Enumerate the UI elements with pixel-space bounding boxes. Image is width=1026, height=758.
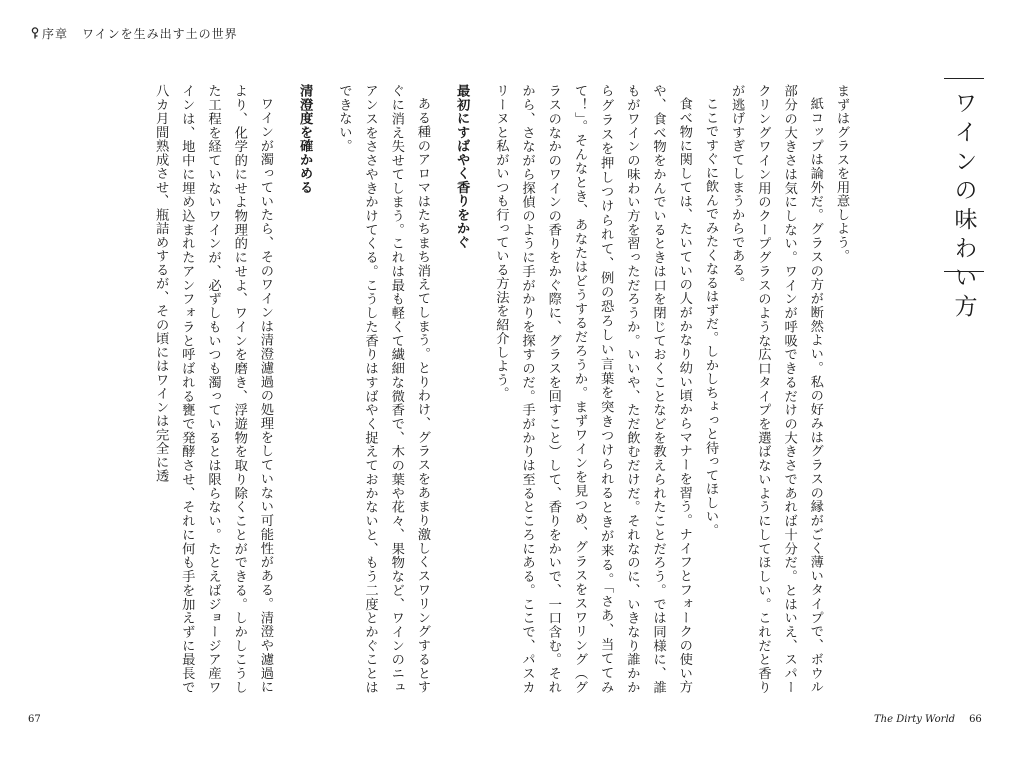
subheading: 最初にすばやく香りをかぐ (454, 84, 470, 249)
chapter-label: 序章 (42, 27, 69, 41)
paragraph: 紙コップは論外だ。グラスの方が断然よい。私の好みはグラスの縁がごく薄いタイプで、ボウル部分の大きさは気にしない。ワインが呼吸できるだけの大きさであれば十分だ。とはいえ、スパークリングワイン用のクープグラスのような広口タイプを選ばないようにしてほしい。これだと香りが逃げすぎてしまうからである。 (729, 84, 823, 694)
paragraph: ここですぐに飲んでみたくなるはずだ。しかしちょっと待ってほしい。 (702, 97, 718, 538)
paragraph: 食べ物に関しては、たいていの人がかなり幼い頃からマナーを習う。ナイフとフォークの使い方や、食べ物をかんでいるときは口を閉じておくことなどを教えられたことだろう。では同様に、誰もがワインの味わい方を習っただろうか。いいや、ただ飲むだけだ。それなのに、いきなり誰かからグラスを押しつけられて、例の恐ろしい言葉を突きつけられるときが来る。「さあ、当ててみて！」。そんなとき、あなたはどうするだろうか。まずワインを見つめ、グラスをスワリング（グラスのなかのワインの香りをかぐ際に、グラスを回すこと）して、香りをかいで、一口含む。それから、さながら探偵のように手がかりを探すのだ。手がかりは至るところにある。ここで、パスカリーヌと私がいつも行っている方法を紹介しよう。 (493, 84, 692, 694)
right-folio (874, 713, 982, 727)
section-title-box (944, 78, 984, 323)
book-title: The Dirty World (874, 714, 956, 725)
running-head (30, 26, 238, 42)
left-page-number: 67 (28, 714, 41, 725)
paragraph: ワインが濁っていたら、そのワインは清澄濾過の処理をしていない可能性がある。清澄や濾過により、化学的にせよ物理的にせよ、ワインを磨き、浮遊物を取り除くことができる。しかしこうした工程を経ていないワインが、必ずしもいつも濁っているとは限らない。たとえばジョージア産ワインは、地中に埋め込まれたアンフォラと呼ばれる甕で発酵させ、それに何も手を加えずに最長で八カ月間熟成させ、瓶詰めするが、その頃にはワインは完全に透 (153, 84, 273, 694)
paragraph: まずはグラスを用意しよう。 (834, 84, 849, 263)
subheading: 清澄度を確かめる (297, 84, 313, 194)
pin-icon (30, 27, 40, 39)
chapter-title: ワインを生み出す土の世界 (82, 27, 238, 41)
right-page-number: 66 (969, 714, 982, 725)
paragraph: ある種のアロマはたちまち消えてしまう。とりわけ、グラスをあまり激しくスワリングするとすぐに消え失せてしまう。これは最も軽くて繊細な微香で、木の葉や花々、果物など、ワインのニュアンスをささやきかけてくる。こうした香りはすばやく捉えておかないと、もう二度とかぐことはできない。 (336, 84, 430, 694)
body-text (28, 84, 854, 694)
section-title: ワインの味わい方 (950, 91, 977, 323)
